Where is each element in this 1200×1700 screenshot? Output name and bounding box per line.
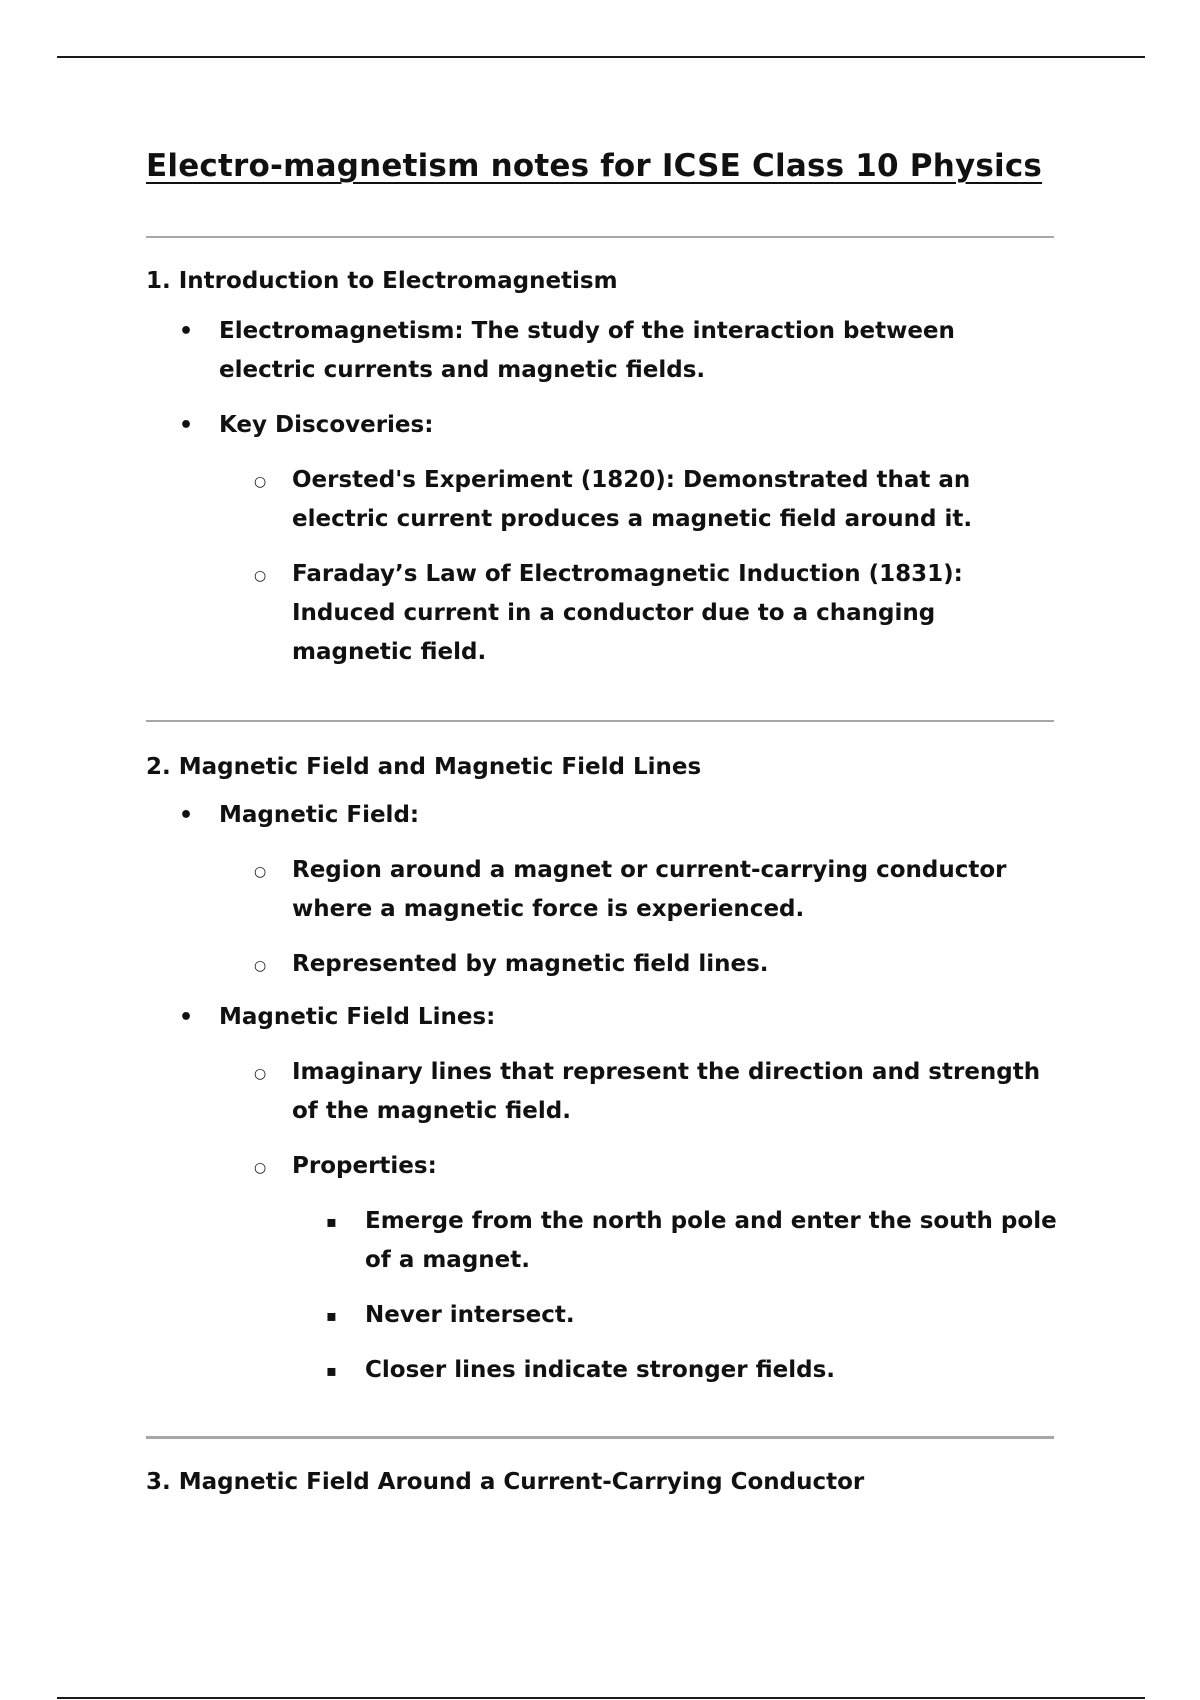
bullet-square-icon: ▪ (326, 1361, 337, 1380)
section-heading-1: 1. Introduction to Electromagnetism (146, 268, 618, 294)
item-text: Magnetic Field: (219, 802, 420, 828)
item-text: Region around a magnet or current-carrying conductor where a magnetic force is experienced. (292, 857, 1007, 922)
list-item (146, 1053, 1058, 1131)
item-text: Never intersect. (365, 1302, 575, 1328)
list-item (146, 461, 1058, 539)
list-item (146, 406, 1058, 445)
section-2-list (146, 796, 1058, 835)
item-text: Imaginary lines that represent the direction and strength of the magnetic field. (292, 1059, 1041, 1124)
list-item (146, 796, 1058, 835)
list-item (146, 998, 1058, 1037)
section-2-sublist-b (146, 1053, 1058, 1186)
list-item (146, 312, 1058, 390)
section-1-sublist (146, 461, 1058, 672)
bullet-circle-icon: ○ (254, 1160, 267, 1176)
list-item (146, 1147, 1058, 1186)
item-text: Represented by magnetic field lines. (292, 951, 769, 977)
item-text: Oersted's Experiment (1820): Demonstrated that an electric current produces a magnetic field around it. (292, 467, 973, 532)
item-text: Key Discoveries: (219, 412, 434, 438)
bullet-circle-icon: ○ (254, 1066, 267, 1082)
properties-list (146, 1202, 1058, 1390)
list-item (146, 1202, 1058, 1280)
item-text: Properties: (292, 1153, 437, 1179)
bullet-circle-icon: ○ (254, 864, 267, 880)
bullet-circle-icon: ○ (254, 568, 267, 584)
list-item (146, 1351, 1058, 1390)
item-text: Electromagnetism: The study of the interaction between electric currents and magnetic fields. (219, 318, 955, 383)
page-bottom-rule (57, 1697, 1145, 1699)
section-1-list (146, 312, 1058, 445)
section-heading-2: 2. Magnetic Field and Magnetic Field Lines (146, 754, 702, 780)
section-divider (146, 236, 1054, 238)
document-body (146, 148, 1058, 1495)
section-2-sublist-a (146, 851, 1058, 984)
bullet-dot-icon: • (179, 413, 194, 438)
bullet-circle-icon: ○ (254, 474, 267, 490)
bullet-square-icon: ▪ (326, 1306, 337, 1325)
list-item (146, 945, 1058, 984)
page-title: Electro-magnetism notes for ICSE Class 10 Physics (146, 148, 1043, 184)
section-2-list-b (146, 998, 1058, 1037)
item-text: Emerge from the north pole and enter the south pole of a magnet. (365, 1208, 1057, 1273)
section-heading-3: 3. Magnetic Field Around a Current-Carrying Conductor (146, 1469, 865, 1495)
bullet-dot-icon: • (179, 803, 194, 828)
item-text: Faraday’s Law of Electromagnetic Induction (1831): Induced current in a conductor due to a changing magnetic field. (292, 561, 963, 665)
item-text: Magnetic Field Lines: (219, 1004, 496, 1030)
page-top-rule (57, 56, 1145, 58)
bullet-square-icon: ▪ (326, 1212, 337, 1231)
section-divider (146, 1436, 1054, 1439)
section-divider (146, 720, 1054, 722)
bullet-circle-icon: ○ (254, 958, 267, 974)
bullet-dot-icon: • (179, 1005, 194, 1030)
list-item (146, 555, 1058, 672)
list-item (146, 851, 1058, 929)
item-text: Closer lines indicate stronger fields. (365, 1357, 836, 1383)
list-item (146, 1296, 1058, 1335)
bullet-dot-icon: • (179, 319, 194, 344)
